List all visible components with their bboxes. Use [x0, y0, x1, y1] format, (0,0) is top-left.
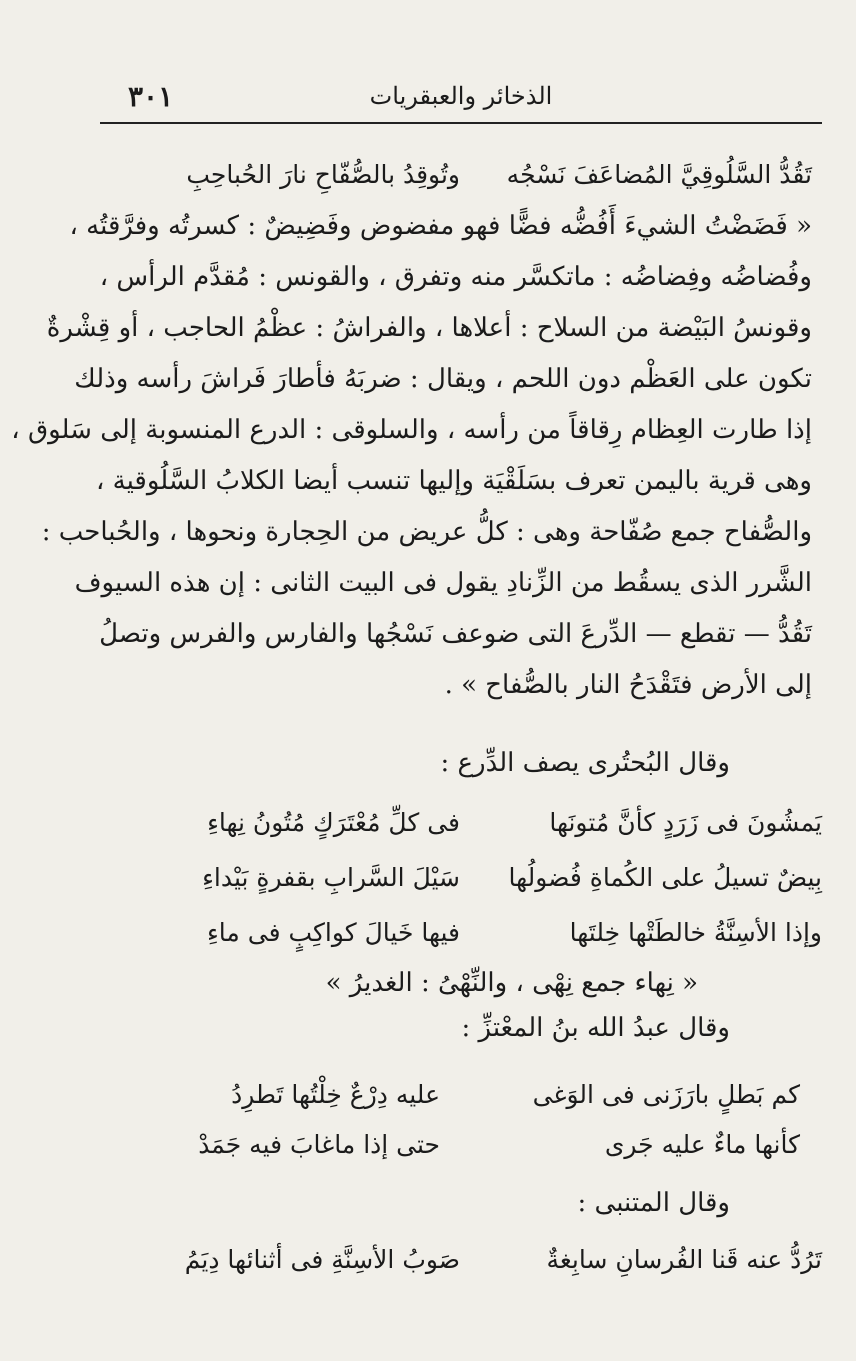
- buhturi-verse: [130, 908, 822, 958]
- text-line: وهى قرية باليمن تعرف بسَلَقْيَة وإليها تنسب أيضا الكلابُ السَّلُوقية ،: [95, 466, 812, 496]
- page-number: ٣٠١: [128, 80, 174, 113]
- verse-first-hemistich: تَقُدُّ السَّلُوقِيَّ المُضاعَفَ نَسْجُه: [506, 160, 812, 189]
- mutanabbi-intro: وقال المتنبى :: [577, 1188, 730, 1218]
- verse-second-hemistich: وتُوقِدُ بالصُّفّاحِ نارَ الحُباحِبِ: [186, 160, 460, 189]
- text-line: إلى الأرض فتَقْدَحُ النار بالصُّفاح » .: [444, 670, 812, 700]
- buhturi-verse: [130, 853, 822, 903]
- verse-second-hemistich: فى كلِّ مُعْتَرَكٍ مُتُونُ نِهاءِ: [207, 808, 460, 837]
- page-header: [100, 78, 822, 124]
- verse-first-hemistich: بِيضٌ تسيلُ على الكُماةِ فُضولُها: [508, 863, 822, 892]
- text-line: إذا طارت العِظام رِقاقاً من رأسه ، والسلوقى : الدرع المنسوبة إلى سَلوق ،: [11, 415, 812, 445]
- buhturi-verse: [130, 798, 822, 848]
- buhturi-intro: وقال البُحتُرى يصف الدِّرع :: [440, 748, 730, 778]
- text-line: والصُّفاح جمع صُفّاحة وهى : كلُّ عريض من الحِجارة ونحوها ، والحُباحب :: [41, 517, 812, 547]
- opening-verse: [130, 150, 812, 200]
- text-line: « فَضَضْتُ الشيءَ أَفُضُّه فضًّا فهو مفضوض وفَضِيضٌ : كسرتُه وفرَّقتُه ،: [69, 211, 812, 241]
- verse-second-hemistich: فيها خَيالَ كواكِبٍ فى ماءِ: [207, 918, 460, 947]
- mutanabbi-verse: [130, 1235, 822, 1285]
- verse-second-hemistich: سَيْلَ السَّرابِ بقفرةٍ بَيْداءِ: [202, 863, 460, 892]
- verse-second-hemistich: عليه دِرْعٌ خِلْتُها تَطرِدُ: [231, 1080, 440, 1109]
- text-line: الشَّرر الذى يسقُط من الزِّنادِ يقول فى البيت الثانى : إن هذه السيوف: [74, 568, 812, 598]
- text-line: وفُضاضُه وفِضاضُه : ماتكسَّر منه وتفرق ، والقونس : مُقدَّم الرأس ،: [99, 262, 812, 292]
- verse-first-hemistich: وإذا الأسِنَّةُ خالطَتْها خِلتَها: [569, 918, 822, 947]
- text-line: تكون على العَظْم دون اللحم ، ويقال : ضربَهُ فأطارَ فَراشَ رأسه وذلك: [74, 364, 812, 394]
- verse-first-hemistich: تَرُدُّ عنه قَنا الفُرسانِ سابِغةٌ: [546, 1245, 822, 1274]
- ibn-mutazz-intro: وقال عبدُ الله بنُ المعْتزِّ :: [461, 1013, 730, 1043]
- text-line: تَقُدُّ — تقطع — الدِّرعَ التى ضوعف نَسْجُها والفارس والفرس وتصلُ: [99, 619, 812, 649]
- verse-first-hemistich: يَمشُونَ فى زَرَدٍ كأنَّ مُتونَها: [549, 808, 822, 837]
- verse-first-hemistich: كم بَطلٍ بارَزَنى فى الوَغى: [532, 1080, 800, 1109]
- verse-first-hemistich: كأنها ماءٌ عليه جَرى: [604, 1130, 800, 1159]
- running-title: الذخائر والعبقريات: [369, 82, 553, 110]
- verse-second-hemistich: صَوبُ الأسِنَّةِ فى أثنائها دِيَمُ: [184, 1245, 460, 1274]
- verse-second-hemistich: حتى إذا ماغابَ فيه جَمَدْ: [198, 1130, 440, 1159]
- text-line: وقونسُ البَيْضة من السلاح : أعلاها ، والفراشُ : عظْمُ الحاجب ، أو قِشْرةٌ: [46, 313, 812, 343]
- commentary-paragraph: [11, 203, 812, 723]
- buhturi-gloss: « نِهاء جمع نِهْى ، والنِّهْىُ : الغديرُ »: [325, 968, 698, 998]
- ibn-mutazz-verse: [140, 1070, 800, 1120]
- ibn-mutazz-verse: [140, 1120, 800, 1170]
